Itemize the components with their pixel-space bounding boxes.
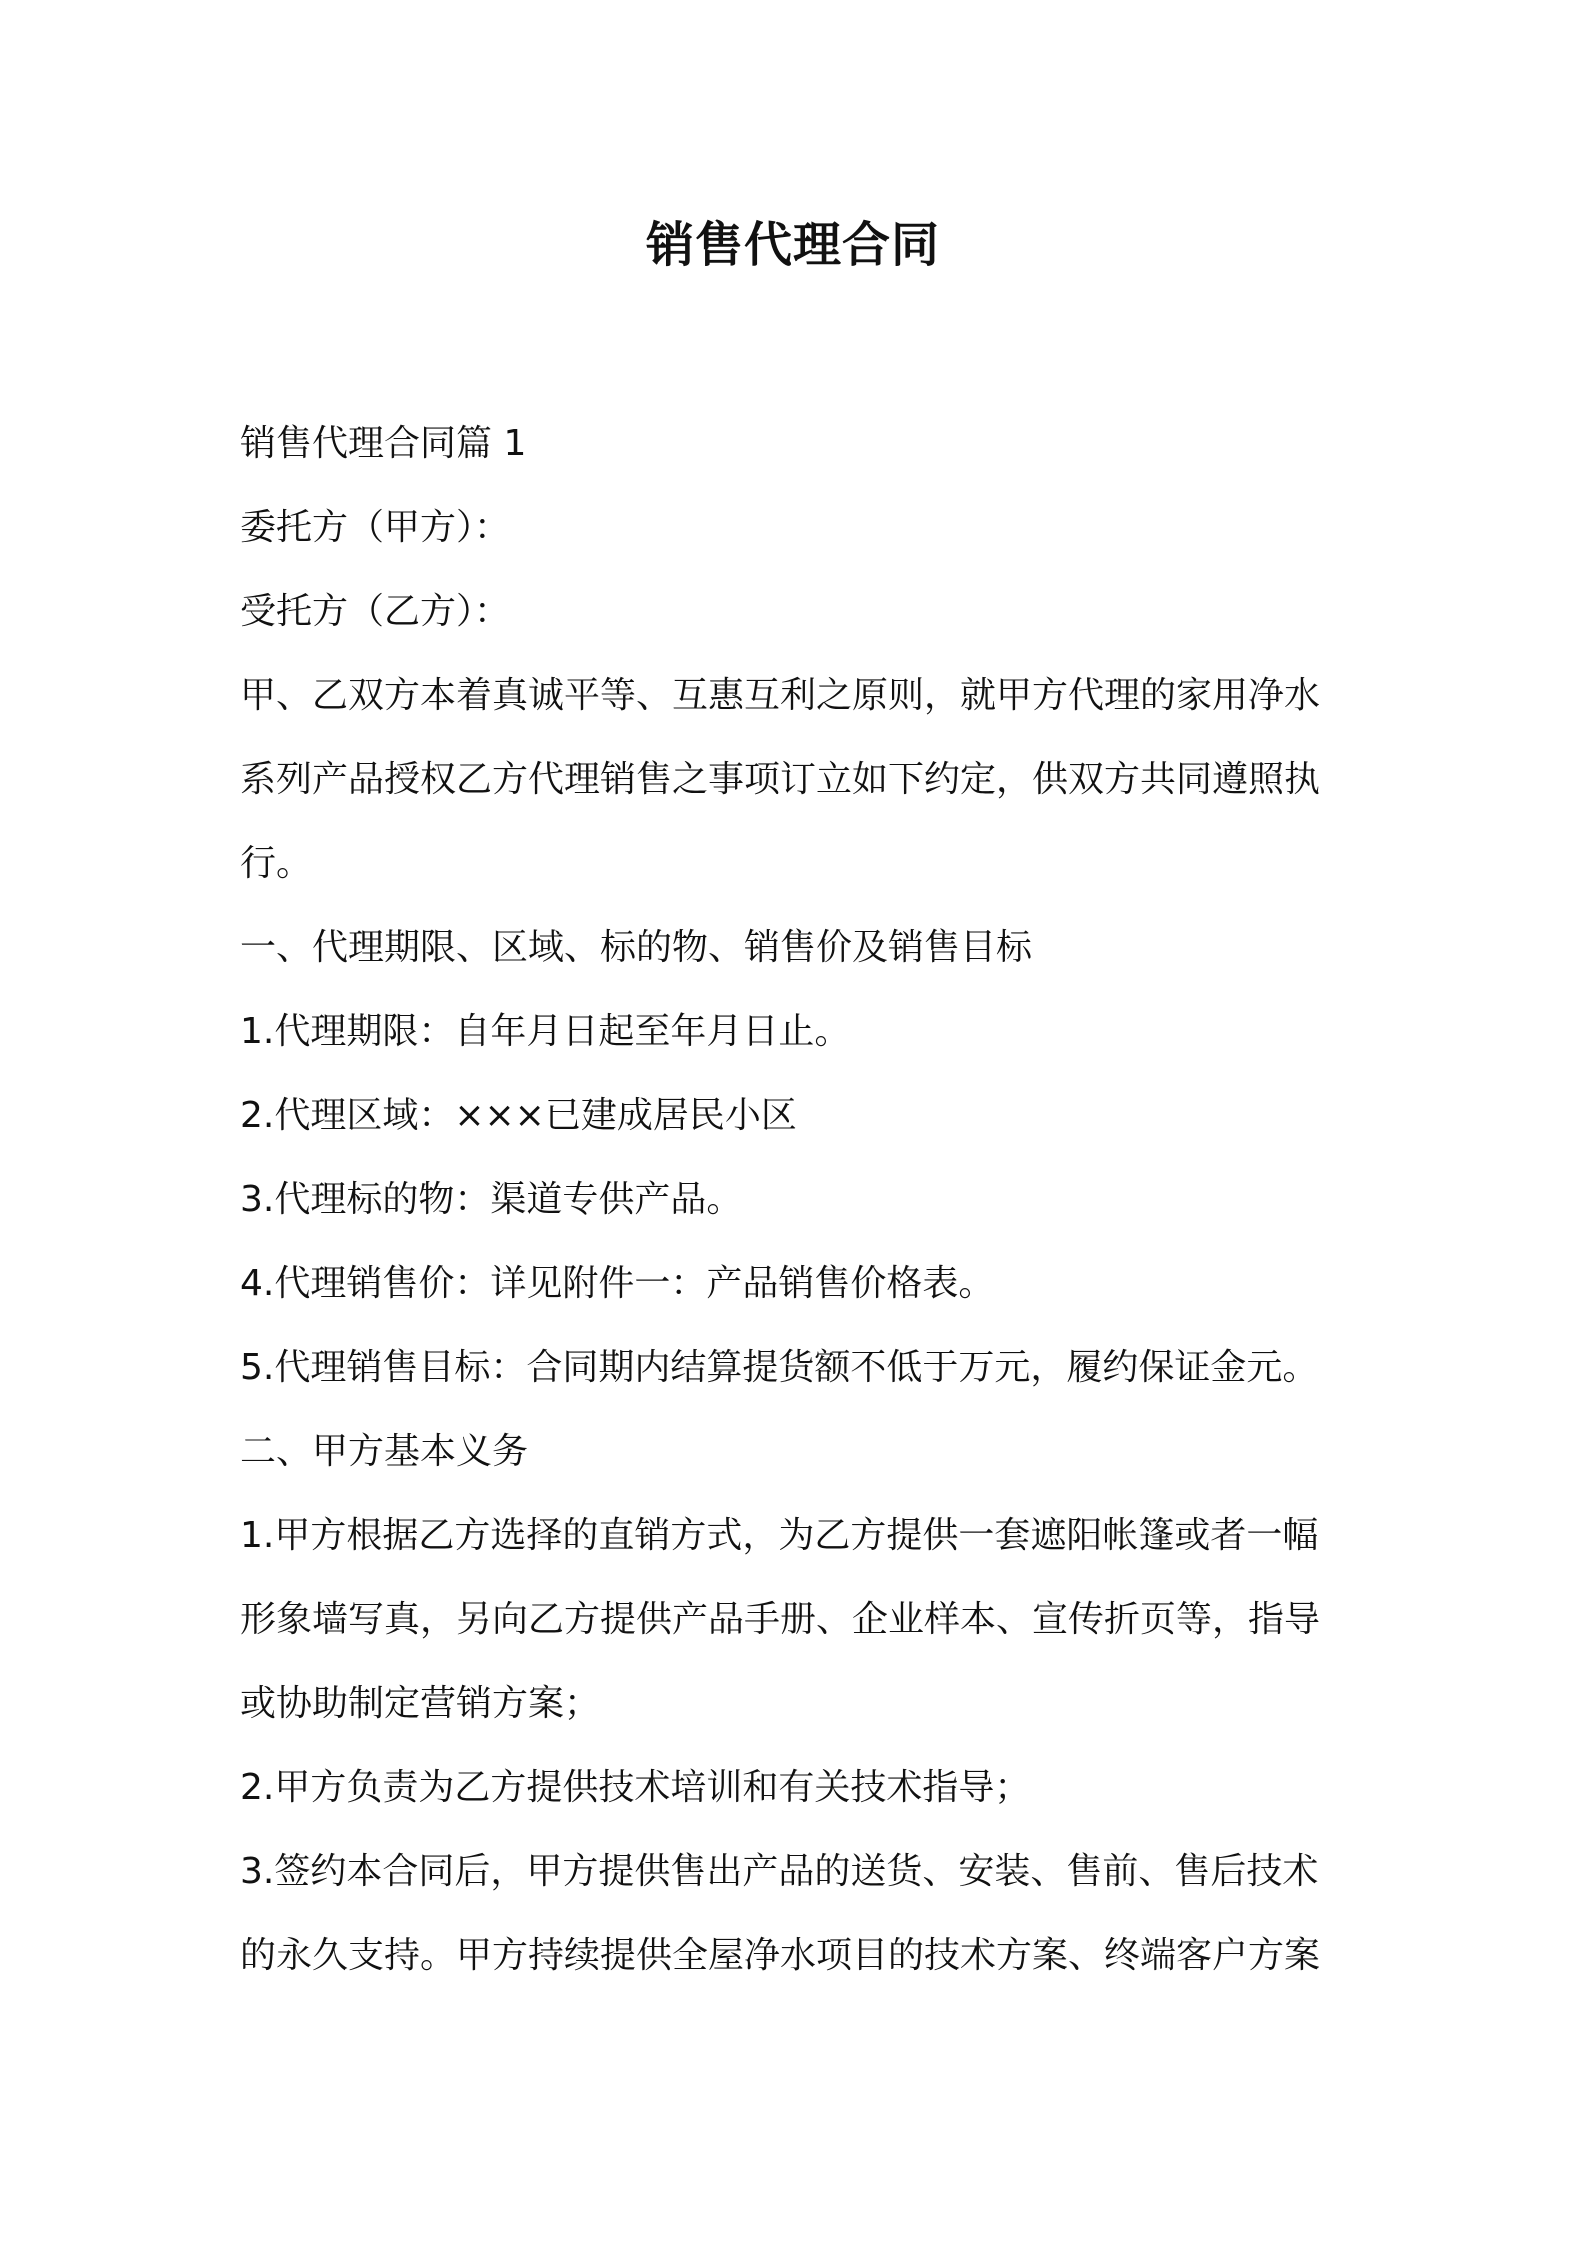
- preamble-line: 甲、乙双方本着真诚平等、互惠互利之原则，就甲方代理的家用净水: [240, 675, 1321, 716]
- preamble-line: 行。: [240, 843, 313, 884]
- document-body: [240, 402, 1360, 1998]
- clause-item: 3.代理标的物：渠道专供产品。: [240, 1179, 743, 1220]
- preamble-line: 系列产品授权乙方代理销售之事项订立如下约定，供双方共同遵照执: [240, 759, 1321, 800]
- clause-heading-2: 二、甲方基本义务: [240, 1431, 529, 1472]
- clause-item: 5.代理销售目标：合同期内结算提货额不低于万元，履约保证金元。: [240, 1347, 1319, 1388]
- clause-item: 形象墙写真，另向乙方提供产品手册、企业样本、宣传折页等，指导: [240, 1599, 1321, 1640]
- clause-item: 1.代理期限：自年月日起至年月日止。: [240, 1011, 851, 1052]
- clause-item: 2.甲方负责为乙方提供技术培训和有关技术指导；: [240, 1767, 1031, 1808]
- clause-item: 或协助制定营销方案；: [240, 1683, 601, 1724]
- clause-heading-1: 一、代理期限、区域、标的物、销售价及销售目标: [240, 927, 1033, 968]
- party-a-line: 委托方（甲方）：: [240, 507, 511, 548]
- clause-item: 2.代理区域：×××已建成居民小区: [240, 1095, 797, 1136]
- section-heading-part-1: 销售代理合同篇 1: [240, 423, 527, 464]
- clause-item: 1.甲方根据乙方选择的直销方式，为乙方提供一套遮阳帐篷或者一幅: [240, 1515, 1319, 1556]
- clause-item: 4.代理销售价：详见附件一：产品销售价格表。: [240, 1263, 995, 1304]
- clause-item: 的永久支持。甲方持续提供全屋净水项目的技术方案、终端客户方案: [240, 1935, 1321, 1976]
- clause-item: 3.签约本合同后，甲方提供售出产品的送货、安装、售前、售后技术: [240, 1851, 1319, 1892]
- party-b-line: 受托方（乙方）：: [240, 591, 511, 632]
- document-title: 销售代理合同: [645, 217, 940, 273]
